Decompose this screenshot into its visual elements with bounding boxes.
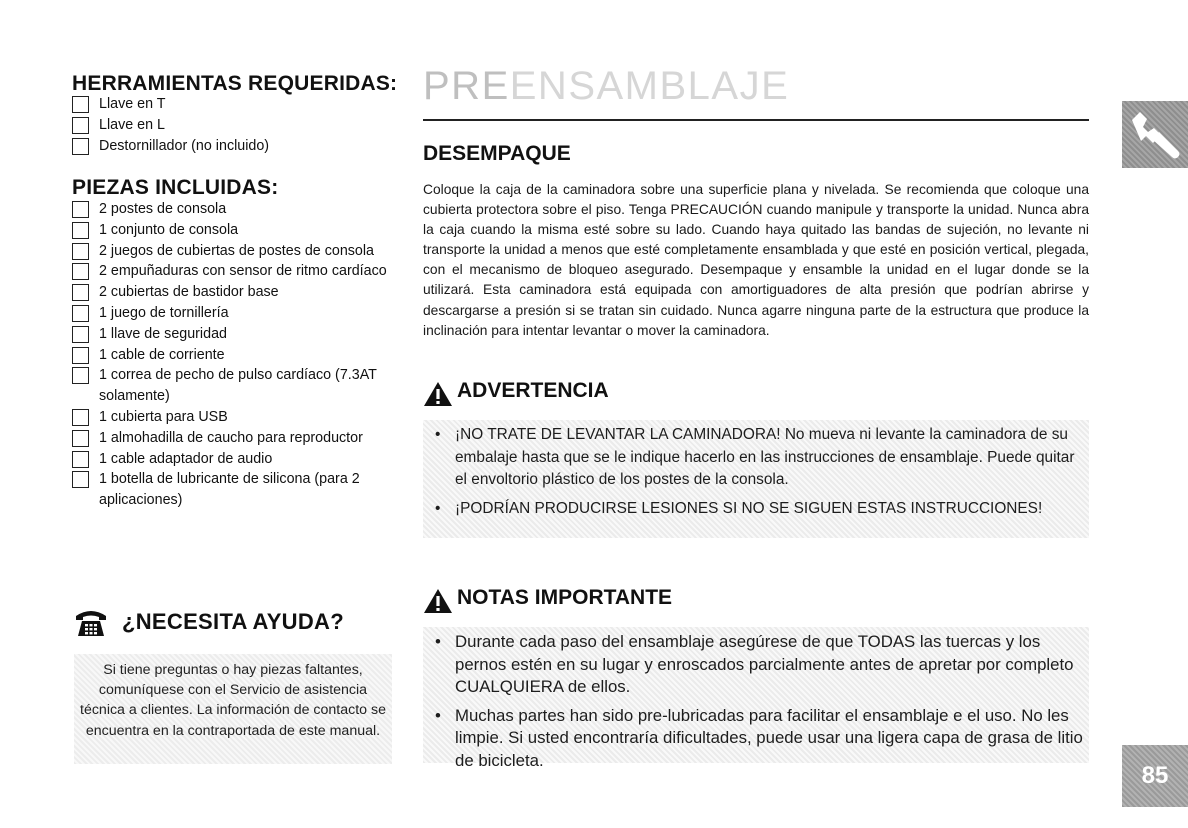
bullet: • bbox=[435, 632, 441, 651]
warning-item-text: ¡PODRÍAN PRODUCIRSE LESIONES SI NO SE SIGUEN ESTAS INSTRUCCIONES! bbox=[455, 499, 1043, 517]
warning-item bbox=[431, 498, 1083, 521]
checklist-item bbox=[72, 324, 412, 345]
section-tab bbox=[1122, 101, 1188, 168]
checklist-item bbox=[72, 261, 412, 282]
checkbox-icon[interactable] bbox=[72, 409, 89, 426]
notes-heading: NOTAS IMPORTANTE bbox=[457, 586, 673, 609]
unpacking-heading: DESEMPAQUE bbox=[423, 142, 571, 165]
warning-item-text: ¡NO TRATE DE LEVANTAR LA CAMINADORA! No mueva ni levante la caminadora de su embalaje hasta que se le indique hacerlo en las instrucciones de ensamblaje. Puede quitar el envoltorio plástico de los postes de la consola. bbox=[455, 426, 1075, 489]
bullet: • bbox=[435, 499, 441, 517]
parts-checklist bbox=[72, 199, 412, 511]
checklist-item-label: 2 cubiertas de bastidor base bbox=[99, 284, 279, 301]
checklist-item-label: 2 juegos de cubiertas de postes de consola bbox=[99, 242, 375, 259]
checklist-item bbox=[72, 136, 269, 157]
checkbox-icon[interactable] bbox=[72, 201, 89, 218]
checklist-item bbox=[72, 115, 269, 136]
checkbox-icon[interactable] bbox=[72, 430, 89, 447]
checklist-item bbox=[72, 282, 412, 303]
checkbox-icon[interactable] bbox=[72, 326, 89, 343]
checklist-item-label: 1 cable de corriente bbox=[99, 346, 225, 363]
checkbox-icon[interactable] bbox=[72, 222, 89, 239]
page-title-prefix: PRE bbox=[423, 64, 510, 108]
checklist-item bbox=[72, 345, 412, 366]
warning-item bbox=[431, 424, 1083, 492]
checkbox-icon[interactable] bbox=[72, 305, 89, 322]
tools-required-heading: HERRAMIENTAS REQUERIDAS: bbox=[72, 72, 398, 95]
help-note-text: Si tiene preguntas o hay piezas faltantes, comuníquese con el Servicio de asistencia técnica a clientes. La información de contacto se encuentra en la contraportada de este manual. bbox=[80, 662, 386, 739]
checklist-item bbox=[72, 407, 412, 428]
bullet: • bbox=[435, 705, 441, 725]
warning-icon bbox=[423, 381, 453, 407]
checklist-item-label: 1 cable adaptador de audio bbox=[99, 450, 273, 467]
bullet: • bbox=[435, 426, 441, 443]
note-item-text: Durante cada paso del ensamblaje asegúrese de que TODAS las tuercas y los pernos estén en su lugar y enroscados parcialmente antes de apretar por completo CUALQUIERA de ellos. bbox=[455, 632, 1074, 697]
checkbox-icon[interactable] bbox=[72, 347, 89, 364]
checklist-item bbox=[72, 449, 412, 470]
warning-icon bbox=[423, 588, 453, 614]
note-item bbox=[431, 705, 1083, 773]
checklist-item-label: 2 empuñaduras con sensor de ritmo cardíaco bbox=[99, 263, 387, 280]
checklist-item bbox=[72, 241, 412, 262]
checklist-item-label: 1 correa de pecho de pulso cardíaco (7.3AT solamente) bbox=[99, 367, 377, 405]
checkbox-icon[interactable] bbox=[72, 138, 89, 155]
checklist-item-label: Destornillador (no incluido) bbox=[99, 137, 270, 154]
need-help-heading: ¿NECESITA AYUDA? bbox=[122, 609, 344, 634]
page-title-main: ENSAMBLAJE bbox=[509, 64, 790, 108]
title-divider bbox=[423, 119, 1089, 121]
notes-box bbox=[423, 627, 1089, 770]
parts-included-heading: PIEZAS INCLUIDAS: bbox=[72, 176, 279, 199]
checklist-item-label: 1 conjunto de consola bbox=[99, 221, 239, 238]
checklist-item bbox=[72, 199, 412, 220]
wrench-icon bbox=[1126, 106, 1184, 164]
checklist-item-label: 2 postes de consola bbox=[99, 201, 227, 217]
checklist-item bbox=[72, 469, 412, 511]
warning-box bbox=[423, 420, 1089, 538]
checklist-item-label: 1 juego de tornillería bbox=[99, 304, 229, 321]
page-title bbox=[423, 64, 789, 109]
note-item bbox=[431, 631, 1083, 699]
checklist-item bbox=[72, 428, 412, 449]
tools-checklist bbox=[72, 94, 269, 156]
checkbox-icon[interactable] bbox=[72, 451, 89, 468]
checklist-item bbox=[72, 94, 269, 115]
checklist-item bbox=[72, 303, 412, 324]
checklist-item-label: Llave en L bbox=[99, 116, 165, 133]
telephone-icon bbox=[74, 607, 108, 637]
help-note-box bbox=[74, 654, 392, 764]
checkbox-icon[interactable] bbox=[72, 367, 89, 384]
checkbox-icon[interactable] bbox=[72, 471, 89, 488]
checklist-item-label: Llave en T bbox=[99, 96, 166, 112]
note-item-text: Muchas partes han sido pre-lubricadas para facilitar el ensamblaje e el uso. No les limpie. Si usted encontraría dificultades, puede usar una ligera capa de grasa de litio de bicicleta. bbox=[455, 705, 1083, 770]
checklist-item bbox=[72, 220, 412, 241]
checklist-item-label: 1 llave de seguridad bbox=[99, 325, 227, 342]
warning-heading: ADVERTENCIA bbox=[457, 379, 609, 402]
checkbox-icon[interactable] bbox=[72, 96, 89, 113]
checkbox-icon[interactable] bbox=[72, 117, 89, 134]
checklist-item bbox=[72, 365, 412, 407]
checkbox-icon[interactable] bbox=[72, 284, 89, 301]
checklist-item-label: 1 cubierta para USB bbox=[99, 408, 228, 425]
page-number: 85 bbox=[1122, 745, 1188, 807]
checklist-item-label: 1 botella de lubricante de silicona (para 2 aplicaciones) bbox=[99, 471, 360, 509]
unpacking-text: Coloque la caja de la caminadora sobre una superficie plana y nivelada. Se recomienda que coloque una cubierta protectora sobre el piso. Tenga PRECAUCIÓN cuando manipule y transporte la unidad. Nunca abra la caja cuando la misma esté sobre su lado. Cuando haya quitado las bandas de sujeción, no levante ni transporte la unidad a menos que esté completamente ensamblada y que esté en posición vertical, plegada, con el mecanismo de bloqueo asegurado. Desempaque y ensamble la unidad en el lugar donde se la utilizará. Esta caminadora está equipada con amortiguadores de alta presión que podrían abrirse y descargarse a presión si se tratan sin cuidado. Nunca agarre ninguna parte de la estructura que produce la inclinación para intentar levantar o mover la caminadora. bbox=[423, 182, 1089, 338]
checkbox-icon[interactable] bbox=[72, 263, 89, 280]
checklist-item-label: 1 almohadilla de caucho para reproductor bbox=[99, 429, 363, 446]
checkbox-icon[interactable] bbox=[72, 243, 89, 260]
